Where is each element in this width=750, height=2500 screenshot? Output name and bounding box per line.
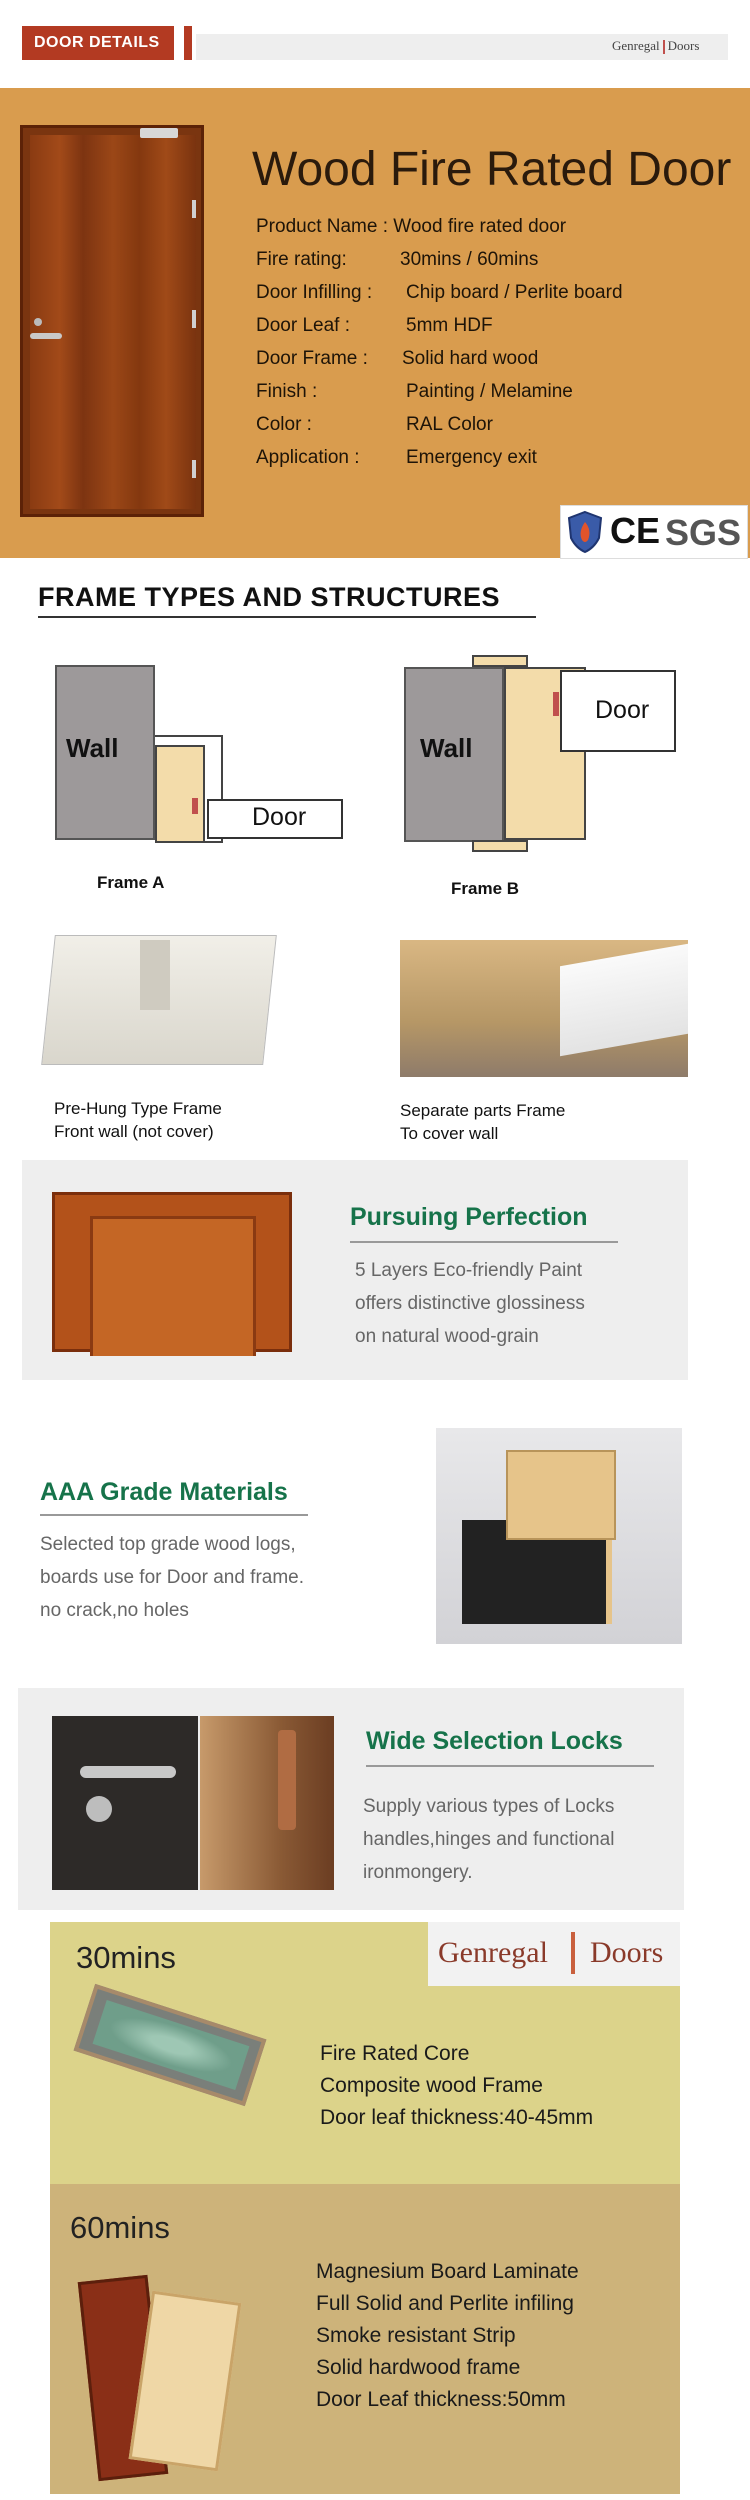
section-title: FRAME TYPES AND STRUCTURES: [38, 582, 501, 612]
spec-value: 5mm HDF: [406, 315, 493, 336]
door-label: Door: [595, 696, 650, 724]
frame-caption: Frame A: [97, 873, 165, 892]
brand-right-text: Doors: [590, 1936, 664, 1969]
core-text: Full Solid and Perlite infiling: [316, 2292, 574, 2315]
frame-caption: Separate parts Frame: [400, 1101, 566, 1120]
feature-title: Pursuing Perfection: [350, 1203, 588, 1231]
spec-label: Application :: [256, 447, 360, 468]
header-logo: [612, 38, 699, 54]
spec-label: Door Leaf :: [256, 315, 350, 336]
brand-left-text: Genregal: [438, 1936, 548, 1969]
frame-casing-top: [472, 655, 528, 667]
core-text: Door Leaf thickness:50mm: [316, 2388, 566, 2411]
core-text: Magnesium Board Laminate: [316, 2260, 579, 2283]
section-tag: DOOR DETAILS: [22, 26, 174, 60]
lock-image: [52, 1716, 198, 1890]
door-wood-panel: [30, 135, 196, 509]
hinge-icon: [192, 310, 196, 328]
feature-text: ironmongery.: [363, 1862, 473, 1883]
core-text: Composite wood Frame: [320, 2074, 543, 2097]
feature-underline: [366, 1765, 654, 1767]
frame-rebate: [140, 940, 170, 1010]
spec-value: Emergency exit: [406, 447, 537, 468]
feature-text: on natural wood-grain: [355, 1326, 539, 1347]
feature-underline: [350, 1241, 618, 1243]
feature-text: Selected top grade wood logs,: [40, 1534, 296, 1555]
feature-text: Supply various types of Locks: [363, 1796, 615, 1817]
smart-lock-image: [200, 1716, 334, 1890]
product-title: Wood Fire Rated Door: [252, 143, 732, 196]
feature-title: Wide Selection Locks: [366, 1727, 623, 1755]
lock-cylinder-icon: [86, 1796, 112, 1822]
spec-value: Chip board / Perlite board: [406, 282, 623, 303]
frame-caption: To cover wall: [400, 1124, 499, 1143]
logo-right-text: Doors: [667, 38, 700, 53]
spec-value: Solid hard wood: [402, 348, 539, 369]
core-text: Door leaf thickness:40-45mm: [320, 2106, 594, 2129]
tag-accent: [184, 26, 192, 60]
sgs-mark: SGS: [665, 512, 742, 553]
spec-label: Finish :: [256, 381, 318, 402]
feature-text: offers distinctive glossiness: [355, 1293, 585, 1314]
wood-core: [506, 1450, 616, 1540]
logo-left-text: Genregal: [612, 38, 660, 53]
frame-casing-bottom: [472, 840, 528, 852]
core-text: Solid hardwood frame: [316, 2356, 521, 2379]
door-panel-detail: [90, 1216, 256, 1356]
core-rating: 60mins: [70, 2210, 170, 2245]
frame-caption: Frame B: [451, 879, 520, 898]
spec-label: Door Infilling :: [256, 282, 373, 303]
spec-value: Painting / Melamine: [406, 381, 573, 402]
seal-strip: [192, 798, 198, 814]
lever-handle-icon: [80, 1766, 176, 1778]
title-underline: [38, 616, 536, 618]
door-closer-icon: [140, 128, 178, 138]
spec-label: Door Frame :: [256, 348, 368, 369]
spec-label: Fire rating:: [256, 249, 347, 270]
spec-value: RAL Color: [406, 414, 493, 435]
feature-underline: [40, 1514, 308, 1516]
frame-wood: [155, 745, 205, 843]
feature-text: no crack,no holes: [40, 1600, 189, 1621]
brand-divider: [571, 1932, 575, 1974]
wall-label: Wall: [420, 733, 473, 763]
spec-label: Product Name : Wood fire rated door: [256, 216, 567, 237]
feature-text: boards use for Door and frame.: [40, 1567, 305, 1588]
shield-icon: [566, 510, 604, 554]
core-text: Smoke resistant Strip: [316, 2324, 516, 2347]
feature-title: AAA Grade Materials: [40, 1478, 288, 1506]
spec-value: 30mins / 60mins: [400, 249, 539, 270]
hinge-icon: [192, 200, 196, 218]
ce-mark: CE: [610, 510, 661, 551]
spec-label: Color :: [256, 414, 312, 435]
wall-label: Wall: [66, 733, 119, 763]
feature-text: 5 Layers Eco-friendly Paint: [355, 1260, 583, 1281]
smart-lock-icon: [278, 1730, 296, 1830]
door-handle-icon: [30, 333, 62, 339]
seal-strip: [553, 692, 559, 716]
hinge-icon: [192, 460, 196, 478]
core-rating: 30mins: [76, 1940, 176, 1975]
door-label: Door: [252, 803, 307, 831]
lock-cylinder-icon: [34, 318, 42, 326]
frame-caption: Pre-Hung Type Frame: [54, 1099, 222, 1118]
feature-text: handles,hinges and functional: [363, 1829, 615, 1850]
frame-caption: Front wall (not cover): [54, 1122, 214, 1141]
core-text: Fire Rated Core: [320, 2042, 470, 2065]
